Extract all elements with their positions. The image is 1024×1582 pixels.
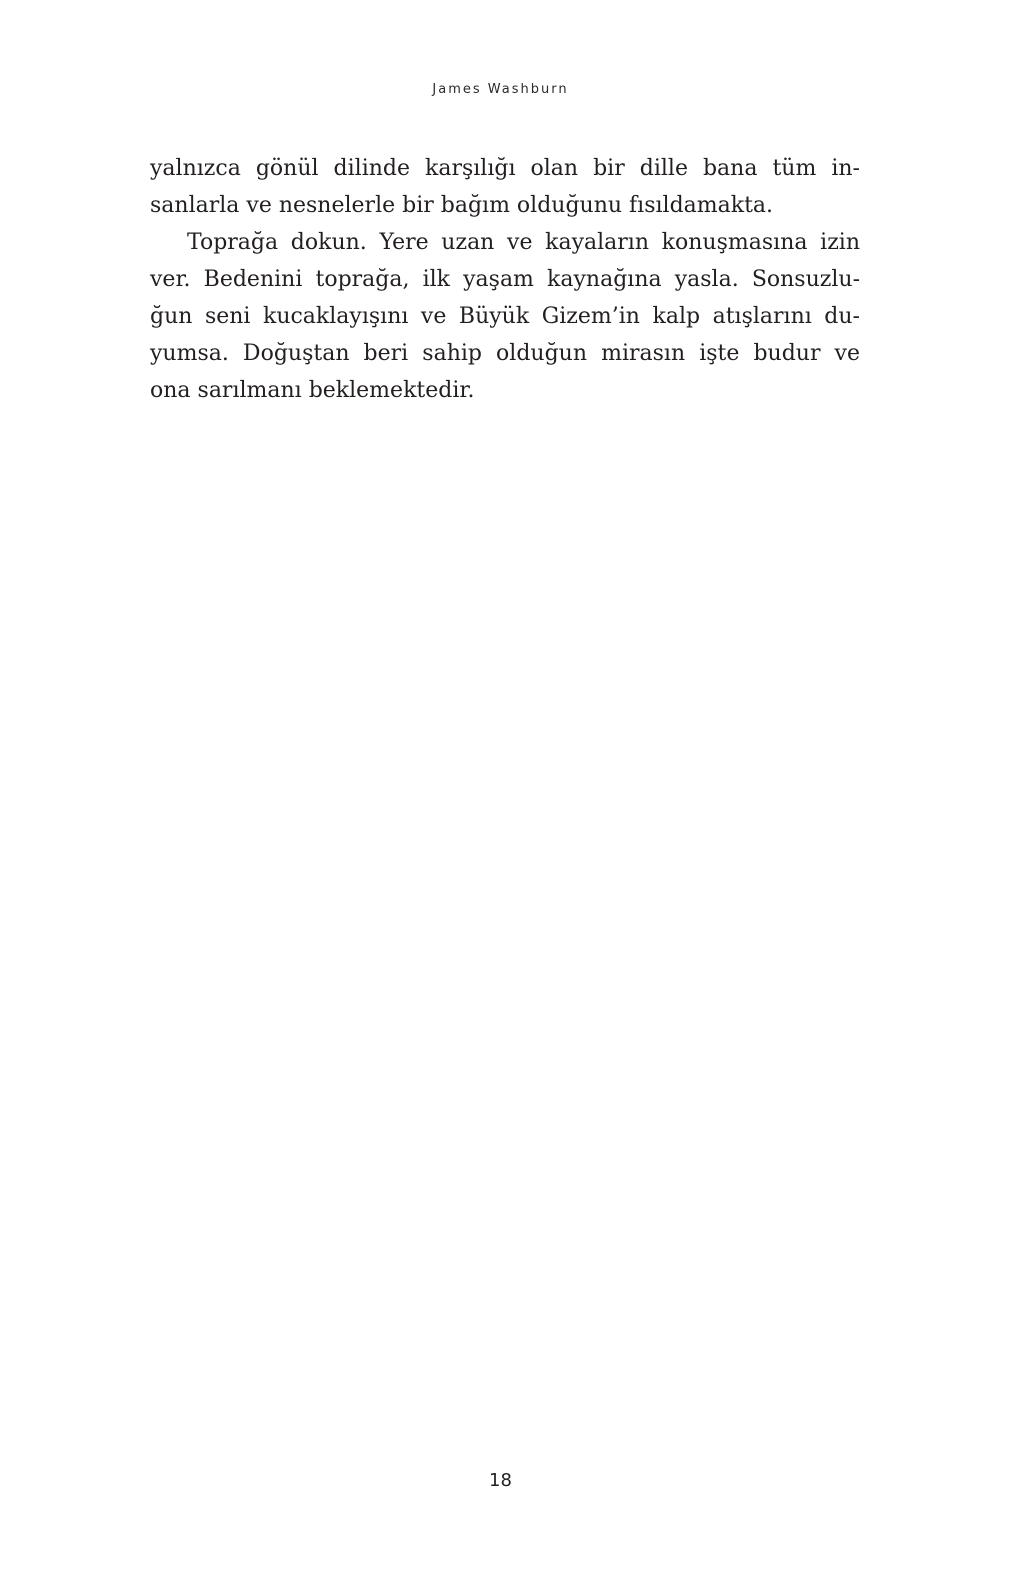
text-line: yumsa. Doğuştan beri sahip olduğun mirasın işte budur ve [150, 341, 860, 366]
text-line: Toprağa dokun. Yere uzan ve kayaların konuşmasına izin [187, 230, 860, 255]
text-line: yalnızca gönül dilinde karşılığı olan bir dille bana tüm in- [150, 156, 860, 181]
text-line: sanlarla ve nesnelerle bir bağım olduğunu fısıldamakta. [150, 193, 774, 218]
running-header: James Washburn [432, 82, 569, 97]
body-text [150, 150, 860, 409]
page-number: 18 [489, 1470, 512, 1491]
text-line: ğun seni kucaklayışını ve Büyük Gizem’in kalp atışlarını du- [150, 304, 860, 329]
text-line: ona sarılmanı beklemektedir. [150, 378, 475, 403]
text-line: ver. Bedenini toprağa, ilk yaşam kaynağına yasla. Sonsuzlu- [150, 267, 860, 292]
